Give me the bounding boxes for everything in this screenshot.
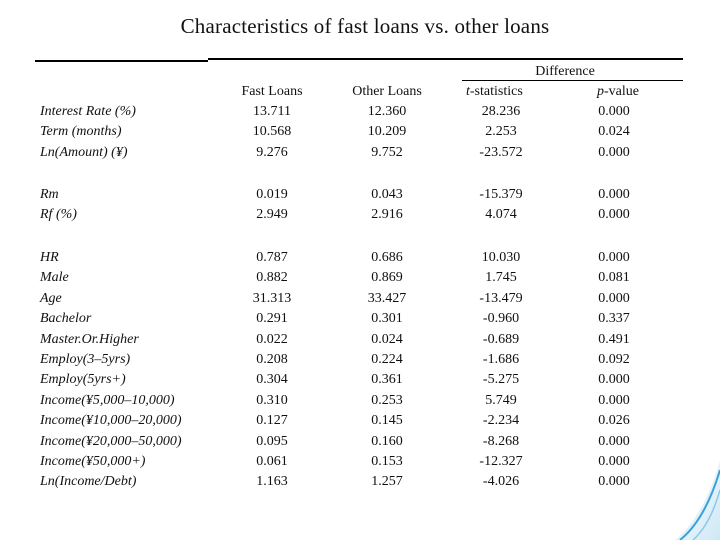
row-label: Master.Or.Higher [40,331,139,347]
t-statistic-cell: 10.030 [481,250,521,265]
t-statistic-cell: -0.960 [482,311,520,327]
t-statistic-cell: 1.745 [485,270,517,286]
p-value-cell: 0.000 [598,372,630,388]
row-label: Employ(3–5yrs) [40,352,131,367]
other-loans-cell: 2.916 [371,207,403,223]
fast-loans-cell: 0.095 [256,433,288,449]
p-value-cell: 0.092 [598,352,630,367]
p-value-cell: 0.000 [598,250,630,265]
row-label: Income(¥20,000–50,000) [40,433,182,449]
other-loans-cell: 0.024 [371,331,403,347]
top-rule-right [208,58,683,60]
other-loans-cell: 0.153 [371,454,403,469]
fast-loans-cell: 1.163 [256,474,288,490]
fast-loans-cell: 10.568 [252,124,292,140]
p-value-cell: 0.081 [598,270,630,286]
t-statistic-cell: -15.379 [479,187,523,202]
p-value-cell: 0.000 [598,392,630,408]
fast-loans-header: Fast Loans [241,84,303,99]
row-label: HR [40,250,59,265]
t-statistic-cell: -5.275 [482,372,520,388]
t-statistic-cell: -8.268 [482,433,520,449]
p-value-cell: 0.000 [598,454,630,469]
other-loans-cell: 0.224 [371,352,403,367]
fast-loans-cell: 31.313 [252,290,292,306]
other-loans-cell: 0.253 [371,392,403,408]
other-loans-cell: 0.686 [371,250,403,265]
difference-header: Difference [535,64,595,79]
p-value-cell: 0.337 [598,311,630,327]
t-statistic-cell: 28.236 [481,104,521,119]
fast-loans-cell: 0.304 [256,372,288,388]
t-statistic-cell: -2.234 [482,413,520,429]
row-label: Rf (%) [40,207,77,223]
fast-loans-cell: 2.949 [256,207,288,223]
row-label: Ln(Income/Debt) [40,474,137,490]
t-symbol: t [466,84,470,99]
fast-loans-cell: 0.208 [256,352,288,367]
t-statistic-cell: -12.327 [479,454,523,469]
t-statistic-cell: -13.479 [479,290,523,306]
row-label: Term (months) [40,124,122,140]
other-loans-cell: 0.043 [371,187,403,202]
p-value-cell: 0.000 [598,433,630,449]
fast-loans-cell: 0.127 [256,413,288,429]
row-label: Employ(5yrs+) [40,372,126,388]
row-label: Income(¥10,000–20,000) [40,413,182,429]
p-value-cell: 0.000 [598,104,630,119]
t-statistic-cell: -4.026 [482,474,520,490]
p-value-cell: 0.000 [598,187,630,202]
p-value-cell: 0.000 [598,474,630,490]
other-loans-cell: 0.869 [371,270,403,286]
p-value-cell: 0.000 [598,290,630,306]
row-label: Income(¥50,000+) [40,454,146,469]
other-loans-header: Other Loans [352,84,422,99]
fast-loans-cell: 0.022 [256,331,288,347]
t-statistic-cell: -1.686 [482,352,520,367]
fast-loans-cell: 0.291 [256,311,288,327]
row-label: Age [40,290,62,306]
other-loans-cell: 12.360 [367,104,407,119]
other-loans-cell: 9.752 [371,144,403,160]
p-value-label: -value [604,84,639,99]
row-label: Income(¥5,000–10,000) [40,392,175,408]
row-label: Bachelor [40,311,92,327]
p-symbol: p [597,84,604,99]
corner-decoration [675,460,720,540]
top-rule-left [35,60,208,62]
row-label: Interest Rate (%) [40,104,136,119]
t-statistic-cell: -23.572 [479,144,523,160]
other-loans-cell: 0.145 [371,413,403,429]
p-value-header [597,82,639,102]
other-loans-cell: 10.209 [367,124,407,140]
p-value-cell: 0.026 [598,413,630,429]
other-loans-cell: 0.160 [371,433,403,449]
other-loans-cell: 0.301 [371,311,403,327]
fast-loans-cell: 13.711 [253,104,291,119]
p-value-cell: 0.024 [598,124,630,140]
t-statistic-cell: 2.253 [485,124,517,140]
t-statistic-cell: 4.074 [485,207,517,223]
row-label: Male [40,270,69,286]
other-loans-cell: 0.361 [371,372,403,388]
t-statistics-label: -statistics [469,84,523,99]
p-value-cell: 0.000 [598,207,630,223]
t-statistic-cell: -0.689 [482,331,520,347]
table-title: Characteristics of fast loans vs. other loans [180,14,550,38]
row-label: Rm [40,187,59,202]
t-statistics-header [466,82,523,102]
t-statistic-cell: 5.749 [485,392,517,408]
fast-loans-cell: 0.882 [256,270,288,286]
p-value-cell: 0.000 [598,144,630,160]
fast-loans-cell: 0.310 [256,392,288,408]
fast-loans-cell: 0.787 [256,250,288,265]
fast-loans-cell: 9.276 [256,144,288,160]
fast-loans-cell: 0.061 [256,454,288,469]
other-loans-cell: 1.257 [371,474,403,490]
fast-loans-cell: 0.019 [256,187,288,202]
p-value-cell: 0.491 [598,331,630,347]
other-loans-cell: 33.427 [367,290,407,306]
row-label: Ln(Amount) (¥) [40,144,128,160]
